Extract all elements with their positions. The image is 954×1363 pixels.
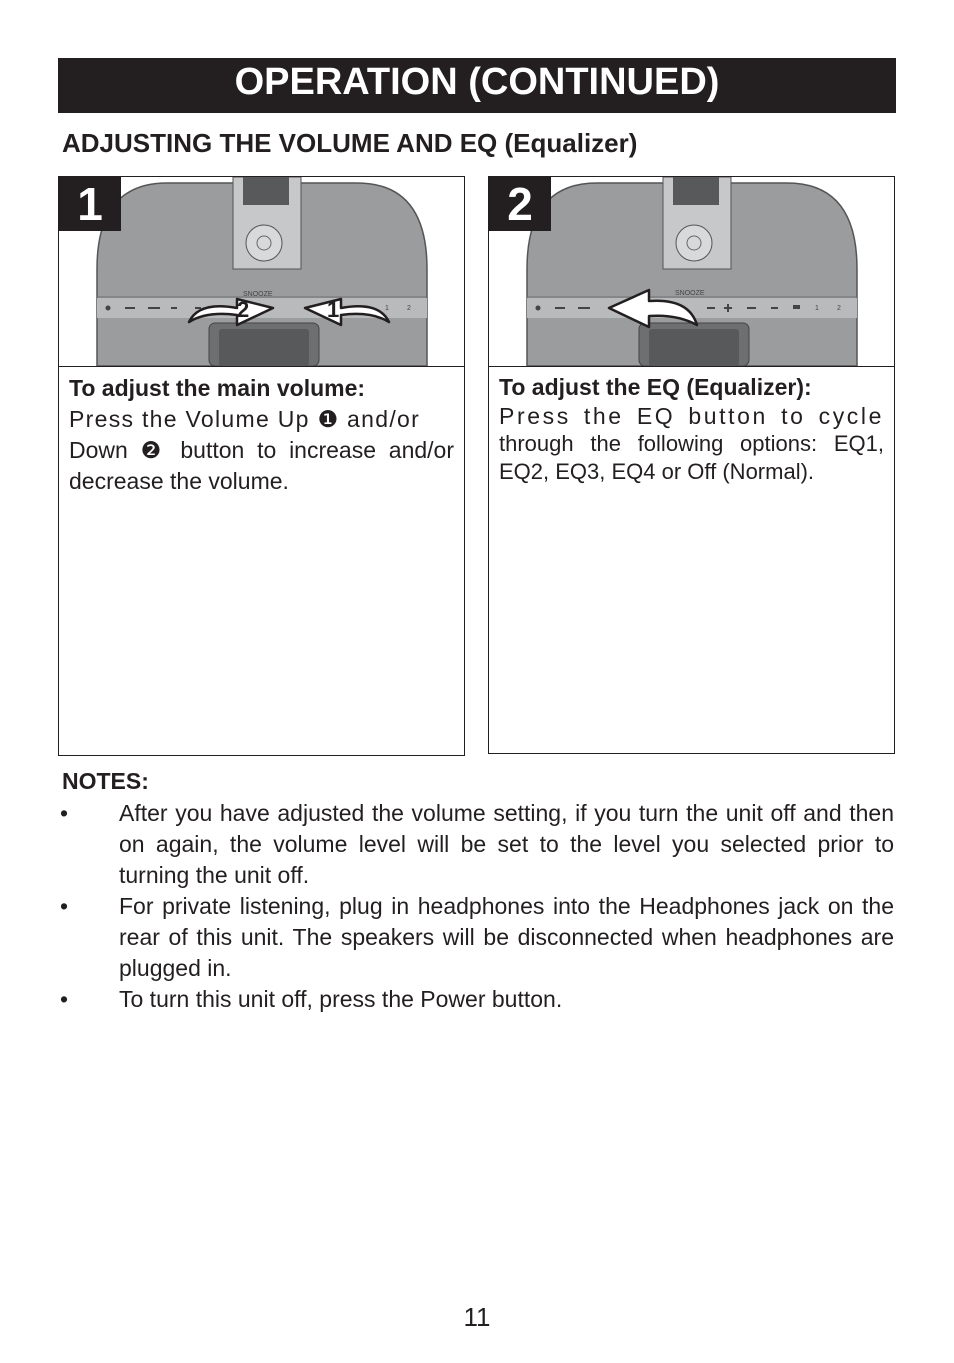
note-text: To turn this unit off, press the Power button. xyxy=(119,986,563,1012)
step-number: 2 xyxy=(489,177,551,231)
snooze-label: SNOOZE xyxy=(675,290,705,297)
button-label-1: 1 xyxy=(385,305,389,312)
page-banner: OPERATION (CONTINUED) xyxy=(58,58,896,113)
step-heading: To adjust the main volume: xyxy=(69,375,366,401)
snooze-label: SNOOZE xyxy=(243,291,273,298)
note-text: For private listening, plug in headphones into the Headphones jack on the rear of this unit. The speakers will be disconnected when headphones are plugged in. xyxy=(119,893,894,981)
step-body: Down ❷ button to increase and/or decrease the volume. xyxy=(69,437,454,494)
notes-heading: NOTES: xyxy=(62,768,149,794)
step-2-panel xyxy=(488,176,895,754)
bullet-icon: • xyxy=(60,893,69,919)
bullet-icon: • xyxy=(60,986,69,1012)
step-body: through the following options: EQ1, EQ2, EQ3, EQ4 or Off (Normal). xyxy=(499,431,884,484)
step-1-panel xyxy=(58,176,465,756)
button-label-2: 2 xyxy=(837,305,841,312)
list-item xyxy=(58,984,894,1015)
step-number: 1 xyxy=(59,177,121,231)
notes-list xyxy=(58,798,894,1015)
step-body-line: Press the Volume Up ❶ and/or xyxy=(69,406,421,432)
bullet-icon: • xyxy=(60,800,69,826)
list-item xyxy=(58,798,894,891)
list-item xyxy=(58,891,894,984)
button-label-2: 2 xyxy=(407,305,411,312)
page-number: 11 xyxy=(463,1302,491,1332)
callout-2: 2 xyxy=(237,297,250,322)
step-body-line: Press the EQ button to cycle xyxy=(499,403,884,429)
section-title: ADJUSTING THE VOLUME AND EQ (Equalizer) xyxy=(62,128,638,158)
note-text: After you have adjusted the volume setting, if you turn the unit off and then on again, the volume level will be set to the level you selected prior to turning the unit off. xyxy=(119,800,894,888)
callout-1: 1 xyxy=(327,297,340,322)
step-heading: To adjust the EQ (Equalizer): xyxy=(499,374,812,400)
button-label-1: 1 xyxy=(815,305,819,312)
